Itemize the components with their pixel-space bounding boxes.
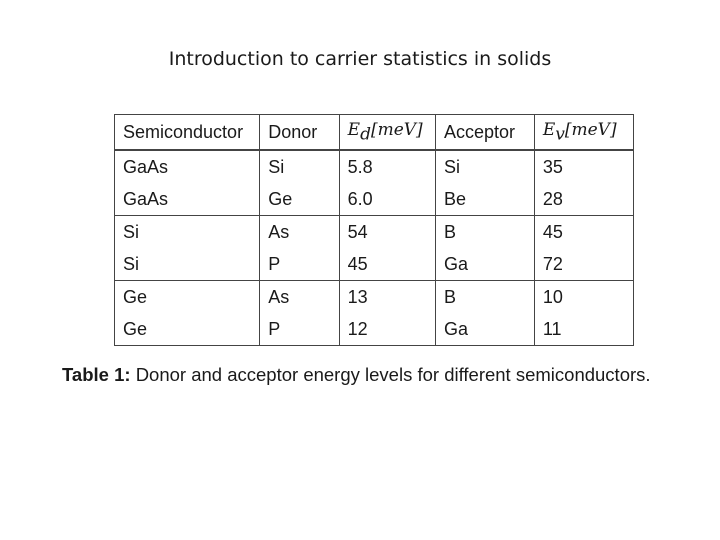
cell-donor: Si (260, 150, 339, 183)
donor-energy-unit: [meV] (370, 120, 423, 141)
cell-semiconductor: Si (115, 248, 260, 281)
header-donor-energy (339, 115, 435, 151)
header-acceptor-energy (534, 115, 633, 151)
caption-text: Donor and acceptor energy levels for different semiconductors. (135, 364, 651, 385)
cell-acceptor: Be (436, 183, 535, 216)
cell-acceptor-energy: 45 (534, 216, 633, 249)
cell-semiconductor: GaAs (115, 150, 260, 183)
cell-acceptor-energy: 10 (534, 281, 633, 314)
table-caption (62, 364, 651, 386)
energy-levels-table-container (114, 114, 634, 346)
table-row (115, 216, 634, 249)
table-row (115, 248, 634, 281)
cell-donor: P (260, 248, 339, 281)
cell-acceptor-energy: 11 (534, 313, 633, 346)
cell-donor: As (260, 216, 339, 249)
header-donor: Donor (260, 115, 339, 151)
cell-acceptor: B (436, 216, 535, 249)
caption-label: Table 1: (62, 364, 131, 385)
cell-acceptor: Ga (436, 248, 535, 281)
donor-energy-subscript: d (360, 124, 371, 145)
cell-acceptor: Si (436, 150, 535, 183)
table-row (115, 183, 634, 216)
cell-acceptor: B (436, 281, 535, 314)
cell-acceptor-energy: 35 (534, 150, 633, 183)
table-header-row (115, 115, 634, 151)
cell-semiconductor: Si (115, 216, 260, 249)
table-row (115, 313, 634, 346)
acceptor-energy-symbol: E (542, 120, 556, 141)
header-semiconductor: Semiconductor (115, 115, 260, 151)
table-row (115, 150, 634, 183)
acceptor-energy-subscript: v (555, 124, 565, 145)
cell-semiconductor: Ge (115, 281, 260, 314)
cell-donor-energy: 13 (339, 281, 435, 314)
table-row (115, 281, 634, 314)
cell-donor-energy: 45 (339, 248, 435, 281)
cell-semiconductor: Ge (115, 313, 260, 346)
donor-energy-symbol: E (347, 120, 361, 141)
acceptor-energy-unit: [meV] (564, 120, 617, 141)
cell-acceptor-energy: 72 (534, 248, 633, 281)
cell-semiconductor: GaAs (115, 183, 260, 216)
cell-acceptor-energy: 28 (534, 183, 633, 216)
cell-donor-energy: 6.0 (339, 183, 435, 216)
cell-donor-energy: 54 (339, 216, 435, 249)
cell-donor: As (260, 281, 339, 314)
cell-acceptor: Ga (436, 313, 535, 346)
energy-levels-table (114, 114, 634, 346)
cell-donor: P (260, 313, 339, 346)
cell-donor-energy: 12 (339, 313, 435, 346)
cell-donor-energy: 5.8 (339, 150, 435, 183)
cell-donor: Ge (260, 183, 339, 216)
header-acceptor: Acceptor (436, 115, 535, 151)
slide-title: Introduction to carrier statistics in solids (168, 48, 552, 70)
